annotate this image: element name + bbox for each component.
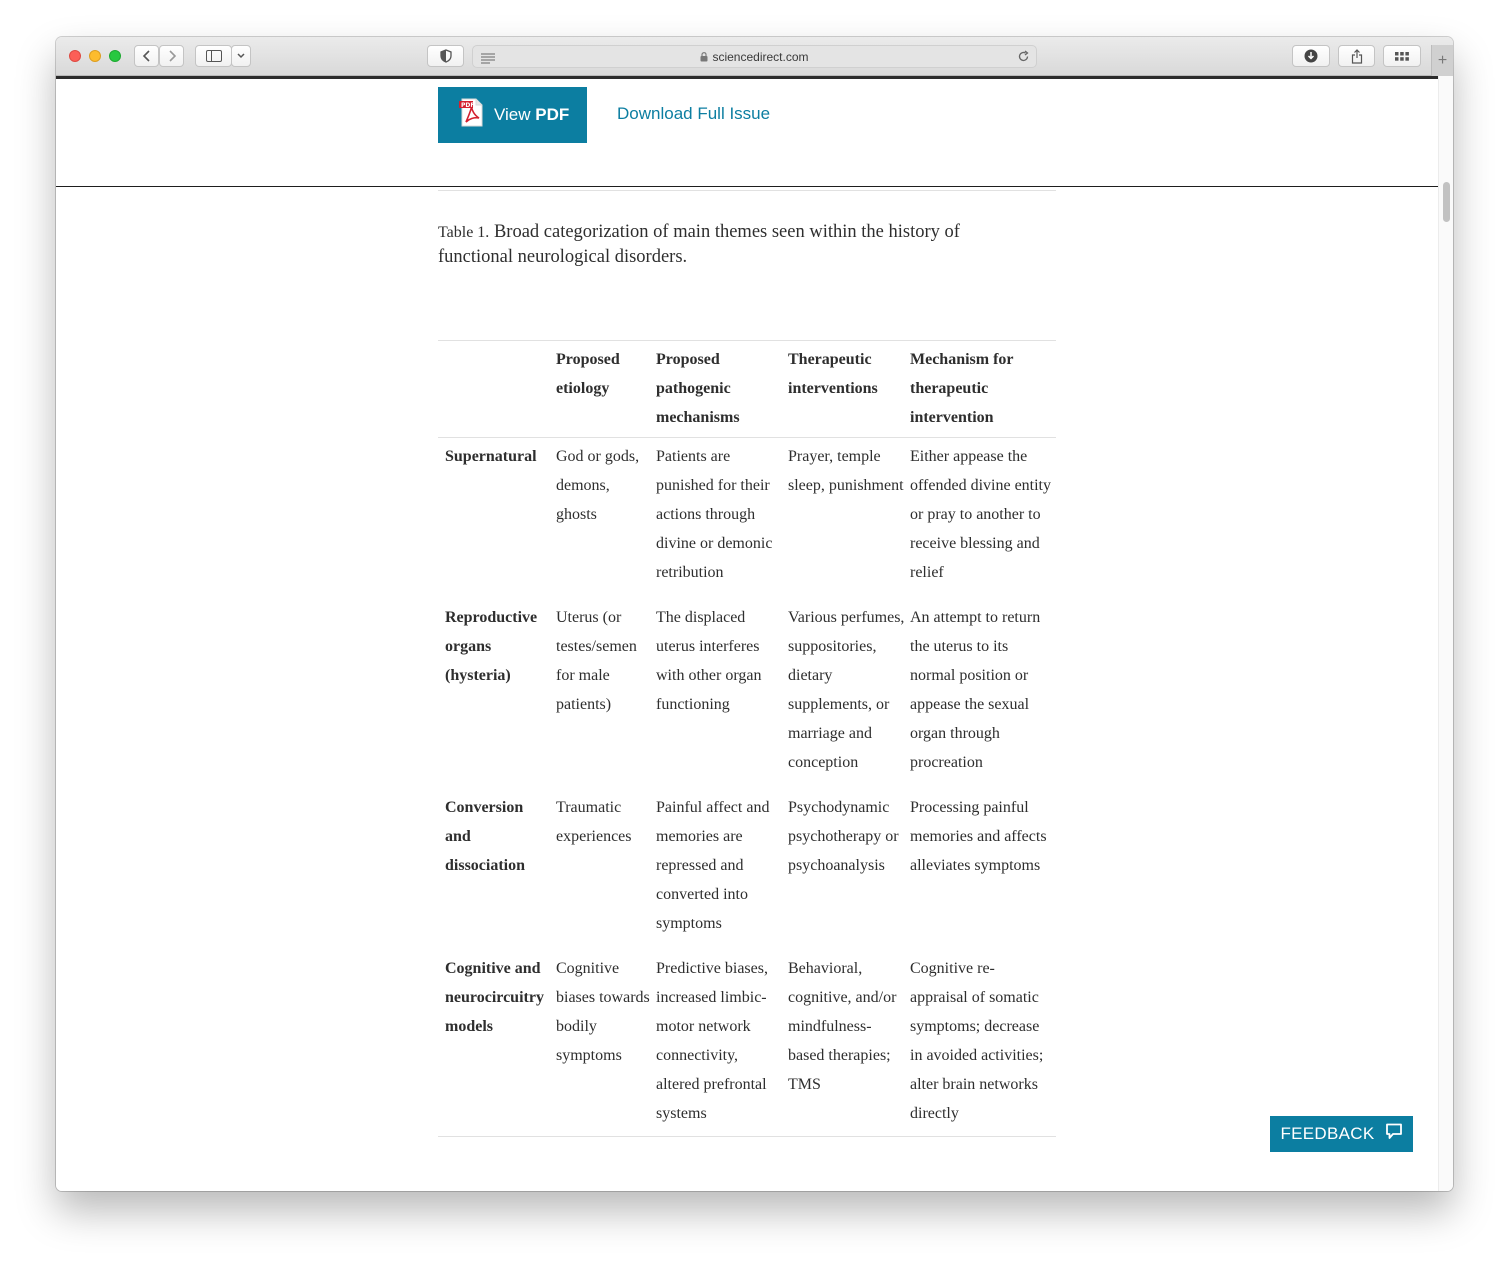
address-bar[interactable] — [472, 45, 1037, 68]
scrollbar-thumb[interactable] — [1443, 182, 1450, 222]
browser-window — [56, 37, 1453, 1191]
back-button[interactable] — [134, 45, 159, 67]
cell-etiology: God or gods, demons, ghosts — [556, 448, 640, 523]
row-theme: Reproductive organs (hysteria) — [445, 609, 538, 684]
view-pdf-button[interactable] — [438, 87, 587, 143]
cell-interventions: Various perfumes, suppositories, dietary supplements, or marriage and conception — [788, 609, 905, 771]
download-icon — [1304, 49, 1318, 63]
chevron-right-icon — [167, 49, 177, 63]
share-button[interactable] — [1338, 45, 1375, 67]
article-body — [438, 190, 1056, 1137]
cell-etiology: Cognitive biases towards bodily symptoms — [556, 960, 650, 1064]
themes-table — [438, 340, 1056, 1137]
close-window-button[interactable] — [69, 50, 81, 62]
table-row — [438, 946, 1056, 1137]
speech-bubble-icon — [1385, 1123, 1403, 1145]
column-header-theme — [438, 341, 556, 438]
forward-button[interactable] — [159, 45, 184, 67]
svg-text:PDF: PDF — [461, 102, 475, 109]
sidebar-toggle-button[interactable] — [195, 45, 232, 67]
chevron-left-icon — [142, 49, 152, 63]
share-icon — [1351, 49, 1363, 64]
page-scrollbar[interactable] — [1438, 76, 1453, 1191]
cell-mechanisms: Predictive biases, increased limbic-motor network connectivity, altered prefrontal systems — [656, 960, 768, 1122]
feedback-button[interactable] — [1270, 1116, 1413, 1152]
privacy-report-button[interactable] — [427, 45, 464, 67]
divider — [438, 190, 1056, 191]
zoom-window-button[interactable] — [109, 50, 121, 62]
table-row — [438, 785, 1056, 946]
table-caption-label: Table 1. — [438, 224, 490, 241]
page-viewport — [56, 76, 1438, 1191]
sidebar-menu-button[interactable] — [231, 45, 251, 67]
sidebar-icon — [206, 50, 222, 62]
table-caption-text: Broad categorization of main themes seen within the history of functional neurological disorders. — [438, 222, 960, 267]
table-caption — [438, 220, 1008, 270]
column-header-interventions: Therapeutic interventions — [788, 351, 878, 397]
row-theme: Cognitive and neurocircuitry models — [445, 960, 544, 1035]
row-theme: Supernatural — [445, 448, 537, 465]
cell-etiology: Traumatic experiences — [556, 799, 632, 845]
table-row — [438, 438, 1056, 596]
cell-etiology: Uterus (or testes/semen for male patients) — [556, 609, 637, 713]
reload-icon[interactable] — [1017, 50, 1030, 68]
article-toolbar — [56, 79, 1438, 187]
cell-intervention-mechanism: Either appease the offended divine entity or pray to another to receive blessing and relief — [910, 448, 1051, 581]
table-header-row — [438, 341, 1056, 438]
cell-mechanisms: The displaced uterus interferes with other organ functioning — [656, 609, 762, 713]
cell-interventions: Prayer, temple sleep, punishment — [788, 448, 904, 494]
download-full-issue-link[interactable]: Download Full Issue — [617, 104, 771, 123]
shield-icon — [440, 49, 452, 63]
pdf-file-icon — [459, 98, 484, 132]
cell-intervention-mechanism: An attempt to return the uterus to its normal position or appease the sexual organ through procreation — [910, 609, 1041, 771]
downloads-button[interactable] — [1292, 45, 1330, 67]
browser-toolbar — [56, 37, 1453, 76]
cell-intervention-mechanism: Cognitive re-appraisal of somatic symptoms; decrease in avoided activities; alter brain networks directly — [910, 960, 1044, 1122]
lock-icon — [700, 51, 708, 65]
row-theme: Conversion and dissociation — [445, 799, 526, 874]
cell-interventions: Behavioral, cognitive, and/or mindfulness-based therapies; TMS — [788, 960, 897, 1093]
cell-interventions: Psychodynamic psychotherapy or psychoanalysis — [788, 799, 899, 874]
url-text: sciencedirect.com — [712, 50, 809, 64]
table-row — [438, 595, 1056, 785]
cell-intervention-mechanism: Processing painful memories and affects alleviates symptoms — [910, 799, 1047, 874]
cell-mechanisms: Patients are punished for their actions through divine or demonic retribution — [656, 448, 773, 581]
feedback-label: FEEDBACK — [1280, 1124, 1375, 1143]
chevron-down-icon — [236, 52, 246, 60]
cell-mechanisms: Painful affect and memories are repressed and converted into symptoms — [656, 799, 770, 932]
view-pdf-prefix: View — [494, 105, 536, 124]
plus-icon: + — [1437, 51, 1448, 69]
minimize-window-button[interactable] — [89, 50, 101, 62]
grid-icon — [1395, 52, 1409, 61]
column-header-mechanisms: Proposed pathogenic mechanisms — [656, 351, 740, 426]
view-pdf-bold: PDF — [535, 105, 570, 124]
column-header-intervention-mechanism: Mechanism for therapeutic intervention — [910, 351, 1014, 426]
tab-overview-button[interactable] — [1383, 45, 1421, 67]
new-tab-button[interactable] — [1431, 45, 1453, 76]
column-header-etiology: Proposed etiology — [556, 351, 620, 397]
